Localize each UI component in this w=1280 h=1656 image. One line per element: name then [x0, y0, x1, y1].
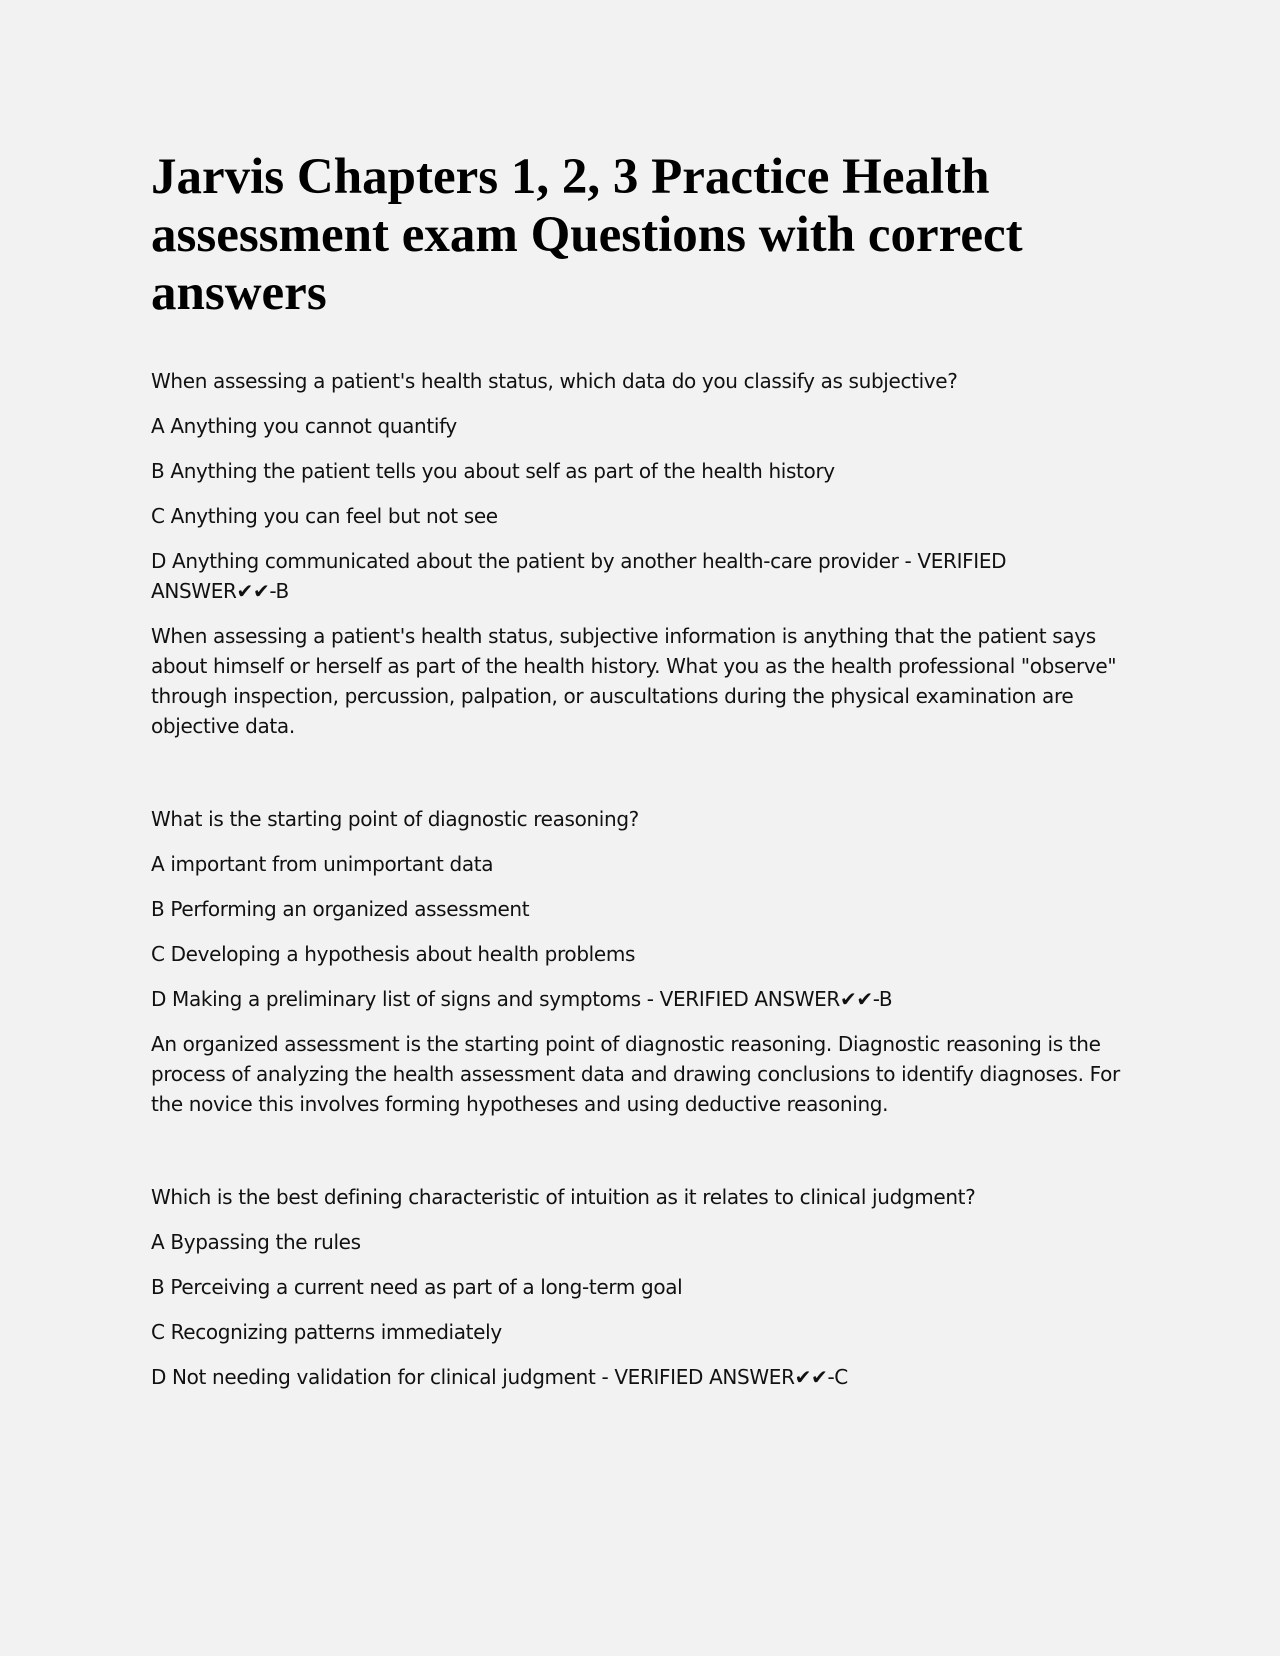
option-c: C Anything you can feel but not see: [151, 504, 498, 528]
question-block-3: [151, 1182, 1131, 1392]
question-block-2: [151, 804, 1131, 1119]
answer-explanation: When assessing a patient's health status, subjective information is anything that the patient says about himself or herself as part of the health history. What you as the health professional "observe" through inspection, percussion, palpation, or auscultations during the physical examination are objective data.: [151, 624, 1117, 738]
option-b: B Anything the patient tells you about self as part of the health history: [151, 459, 835, 483]
option-d-verified-answer: D Making a preliminary list of signs and symptoms - VERIFIED ANSWER✔✔-B: [151, 987, 893, 1011]
option-c: C Developing a hypothesis about health problems: [151, 942, 636, 966]
option-a: A Anything you cannot quantify: [151, 414, 457, 438]
option-c: C Recognizing patterns immediately: [151, 1320, 502, 1344]
question-text: What is the starting point of diagnostic reasoning?: [151, 807, 639, 831]
option-a: A Bypassing the rules: [151, 1230, 361, 1254]
option-d-verified-answer: D Anything communicated about the patient by another health-care provider - VERIFIED ANSWER✔✔-B: [151, 549, 1007, 603]
option-b: B Performing an organized assessment: [151, 897, 530, 921]
option-a: A important from unimportant data: [151, 852, 494, 876]
question-text: When assessing a patient's health status, which data do you classify as subjective?: [151, 369, 958, 393]
option-b: B Perceiving a current need as part of a long-term goal: [151, 1275, 683, 1299]
answer-explanation: An organized assessment is the starting point of diagnostic reasoning. Diagnostic reasoning is the process of analyzing the health assessment data and drawing conclusions to identify diagnoses. For the novice this involves forming hypotheses and using deductive reasoning.: [151, 1032, 1120, 1116]
document-title: Jarvis Chapters 1, 2, 3 Practice Health assessment exam Questions with correct answers: [151, 149, 1023, 321]
option-d-verified-answer: D Not needing validation for clinical judgment - VERIFIED ANSWER✔✔-C: [151, 1365, 848, 1389]
document-page: [151, 148, 1131, 1407]
question-text: Which is the best defining characteristic of intuition as it relates to clinical judgment?: [151, 1185, 976, 1209]
question-block-1: [151, 366, 1131, 741]
